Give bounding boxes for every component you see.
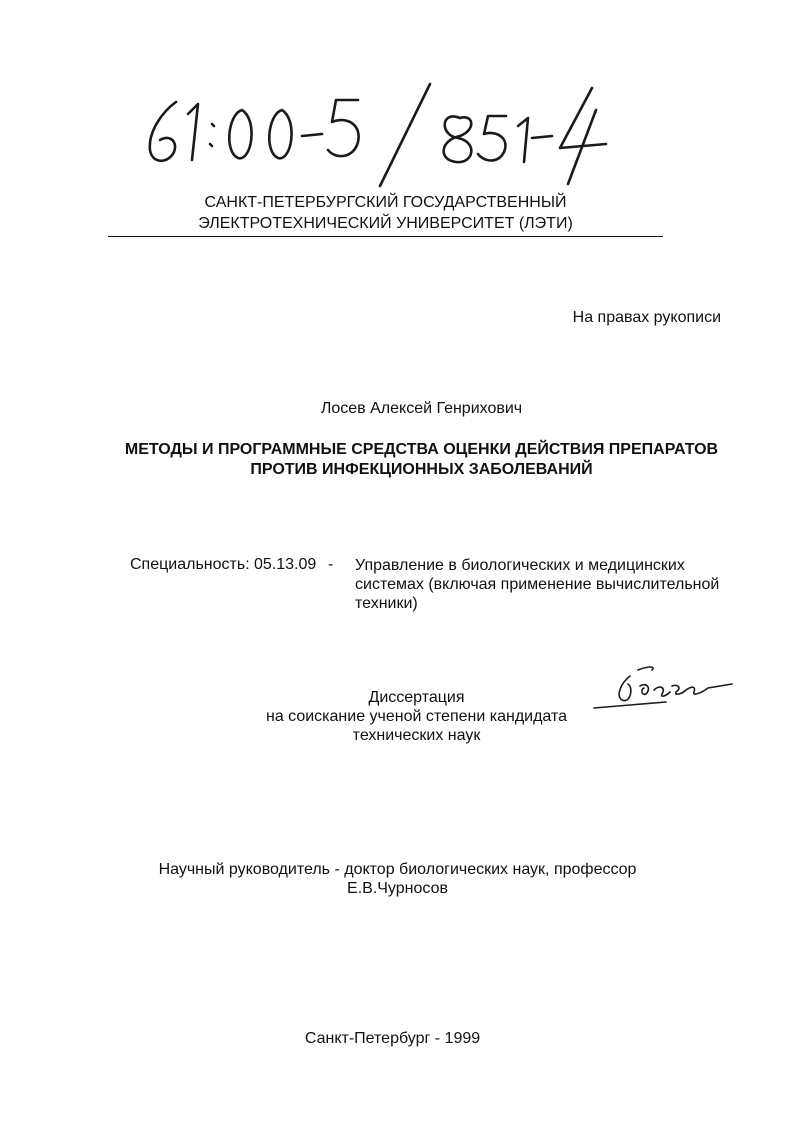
dissertation-line-1: Диссертация [368,689,465,706]
dissertation-title [0,440,793,480]
specialty-line-2: системах (включая применение вычислительной [355,576,720,593]
dissertation-info [0,688,793,745]
supervisor-info [0,860,793,898]
university-line-2: ЭЛЕКТРОТЕХНИЧЕСКИЙ УНИВЕРСИТЕТ (ЛЭТИ) [198,215,573,232]
specialty-line-1: Управление в биологических и медицинских [355,557,685,574]
place-and-year: Санкт-Петербург - 1999 [304,1030,481,1047]
author-name: Лосев Алексей Генрихович [320,400,523,417]
supervisor-line-2: Е.В.Чурносов [347,880,448,897]
specialty-dash: - [328,556,334,573]
specialty-description [355,556,735,613]
specialty-line-3: техники) [355,595,418,612]
university-line-1: САНКТ-ПЕТЕРБУРГСКИЙ ГОСУДАРСТВЕННЫЙ [204,194,567,211]
specialty-code: 05.13.09 [254,556,317,573]
dissertation-line-2: на соискание ученой степени кандидата [265,708,568,725]
university-name [108,192,663,234]
title-line-2: ПРОТИВ ИНФЕКЦИОННЫХ ЗАБОЛЕВАНИЙ [250,461,593,478]
title-line-1: МЕТОДЫ И ПРОГРАММНЫЕ СРЕДСТВА ОЦЕНКИ ДЕЙСТВИЯ ПРЕПАРАТОВ [124,441,719,458]
rights-note: На правах рукописи [572,309,721,326]
dissertation-line-3: технических наук [352,727,481,744]
specialty-label: Специальность: [130,556,250,573]
handwritten-archive-number [140,80,610,190]
supervisor-line-1: Научный руководитель - доктор биологических наук, профессор [158,861,637,878]
header-divider [108,236,663,237]
